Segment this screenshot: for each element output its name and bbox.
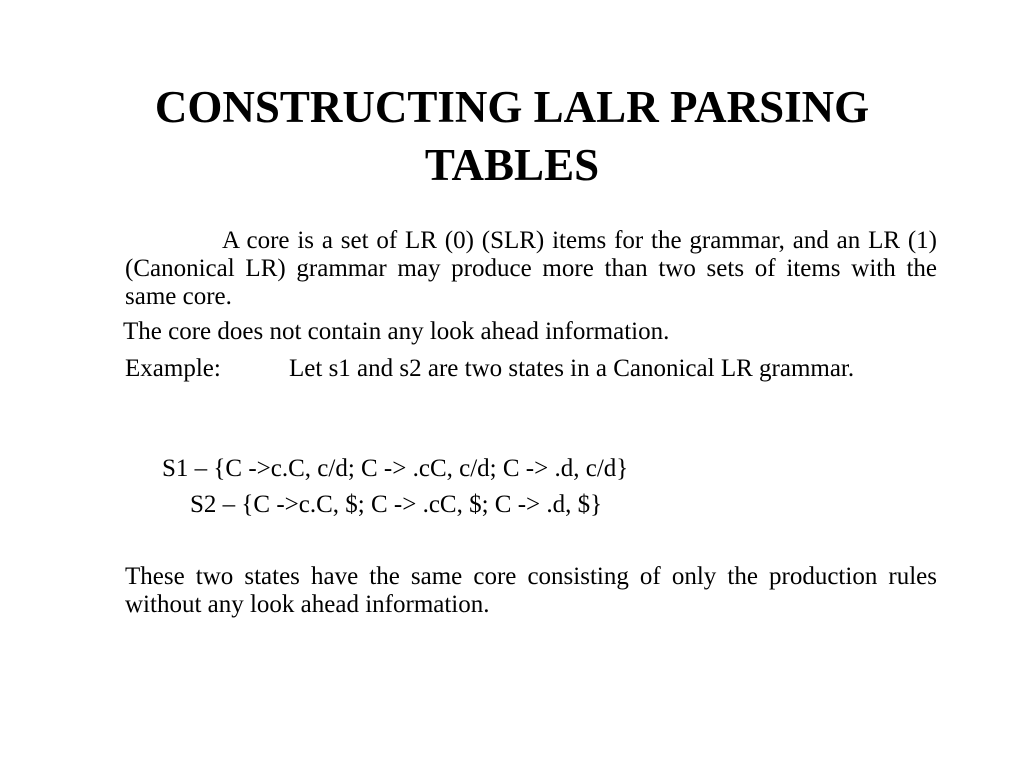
intro-paragraph: A core is a set of LR (0) (SLR) items for the grammar, and an LR (1) (Canonical LR) grammar may produce more than two sets of items with the same core. xyxy=(125,227,937,310)
state-s2-line: S2 – {C ->c.C, $; C -> .cC, $; C -> .d, $} xyxy=(190,491,603,518)
conclusion-paragraph: These two states have the same core consisting of only the production rules without any look ahead information. xyxy=(125,563,937,618)
state-s1-line: S1 – {C ->c.C, c/d; C -> .cC, c/d; C -> .d, c/d} xyxy=(162,455,629,482)
slide-title: CONSTRUCTING LALR PARSING TABLES xyxy=(154,82,870,190)
core-note-paragraph: The core does not contain any look ahead information. xyxy=(123,318,670,345)
example-paragraph xyxy=(125,355,937,383)
example-text: Let s1 and s2 are two states in a Canonical LR grammar. xyxy=(289,355,855,382)
example-label: Example: xyxy=(125,355,221,382)
